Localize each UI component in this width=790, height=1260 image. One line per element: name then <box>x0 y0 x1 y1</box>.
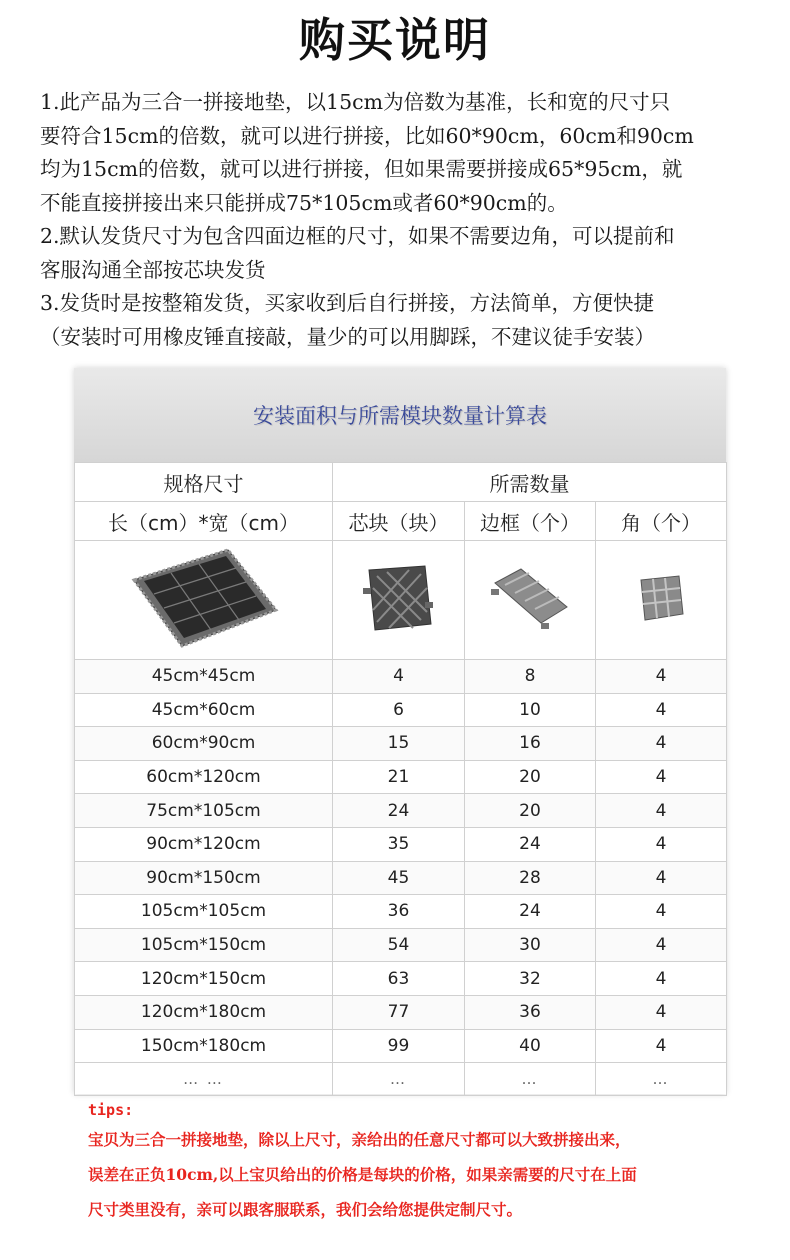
table-cell: 105cm*150cm <box>75 928 333 962</box>
table-cell: 4 <box>596 895 727 929</box>
table-cell: 4 <box>596 962 727 996</box>
table-cell: 4 <box>596 995 727 1029</box>
corner-piece-icon <box>633 570 689 626</box>
table-row <box>75 928 727 962</box>
table-cell: 120cm*150cm <box>75 962 333 996</box>
column-header: 角（个） <box>596 502 727 541</box>
qty-group-header: 所需数量 <box>333 463 727 502</box>
table-cell: 75cm*105cm <box>75 794 333 828</box>
purchase-notes <box>40 86 770 354</box>
table-cell: 36 <box>465 995 596 1029</box>
column-header: 长（cm）*宽（cm） <box>75 502 333 541</box>
ellipsis-cell: … <box>465 1063 596 1096</box>
column-header: 芯块（块） <box>333 502 465 541</box>
table-cell: 60cm*120cm <box>75 760 333 794</box>
column-header-row <box>75 502 727 541</box>
border-strip-icon <box>485 563 575 633</box>
table-cell: 20 <box>465 794 596 828</box>
table-cell: 4 <box>596 760 727 794</box>
table-row <box>75 794 727 828</box>
column-header: 边框（个） <box>465 502 596 541</box>
assembled-mat-icon <box>124 546 284 650</box>
table-cell: 36 <box>333 895 465 929</box>
table-cell: 24 <box>465 827 596 861</box>
ellipsis-row <box>75 1063 727 1096</box>
table-cell: 150cm*180cm <box>75 1029 333 1063</box>
table-cell: 40 <box>465 1029 596 1063</box>
note-line: （安装时可用橡皮锤直接敲，量少的可以用脚踩，不建议徒手安装） <box>40 324 655 349</box>
table-row <box>75 995 727 1029</box>
note-line: 3.发货时是按整箱发货，买家收到后自行拼接，方法简单，方便快捷 <box>40 291 655 315</box>
tips-label: tips: <box>88 1101 134 1119</box>
table-row <box>75 962 727 996</box>
table-cell: 4 <box>596 861 727 895</box>
ellipsis-cell: … … <box>75 1063 333 1096</box>
table-cell: 24 <box>333 794 465 828</box>
table-cell: 35 <box>333 827 465 861</box>
note-line: 要符合15cm的倍数，就可以进行拼接，比如60*90cm，60cm和90cm <box>40 123 694 148</box>
table-row <box>75 760 727 794</box>
table-cell: 105cm*105cm <box>75 895 333 929</box>
table-cell: 77 <box>333 995 465 1029</box>
table-cell: 16 <box>465 727 596 761</box>
table-cell: 63 <box>333 962 465 996</box>
table-cell: 32 <box>465 962 596 996</box>
size-group-header: 规格尺寸 <box>75 463 333 502</box>
table-cell: 99 <box>333 1029 465 1063</box>
table-row <box>75 827 727 861</box>
table-cell: 4 <box>333 660 465 694</box>
table-cell: 4 <box>596 660 727 694</box>
table-cell: 10 <box>465 693 596 727</box>
tips-line: 误差在正负10cm,以上宝贝给出的价格是每块的价格，如果亲需要的尺寸在上面 <box>88 1165 637 1184</box>
table-title-bar <box>74 368 726 462</box>
table-cell: 28 <box>465 861 596 895</box>
table-cell: 45cm*45cm <box>75 660 333 694</box>
table-cell: 20 <box>465 760 596 794</box>
table-cell: 24 <box>465 895 596 929</box>
table-cell: 54 <box>333 928 465 962</box>
tips-line: 尺寸类里没有，亲可以跟客服联系，我们会给您提供定制尺寸。 <box>88 1200 523 1219</box>
table-cell: 15 <box>333 727 465 761</box>
page-title: 购买说明 <box>299 13 491 67</box>
core-tile-icon <box>359 558 439 638</box>
table-cell: 4 <box>596 827 727 861</box>
table-row <box>75 895 727 929</box>
border-strip-image <box>465 541 596 660</box>
table-row <box>75 693 727 727</box>
table-cell: 45cm*60cm <box>75 693 333 727</box>
ellipsis-cell: … <box>333 1063 465 1096</box>
table-cell: 90cm*150cm <box>75 861 333 895</box>
table-cell: 4 <box>596 727 727 761</box>
table-row <box>75 861 727 895</box>
tips-section <box>88 1098 768 1227</box>
table-row <box>75 1029 727 1063</box>
ellipsis-cell: … <box>596 1063 727 1096</box>
core-tile-image <box>333 541 465 660</box>
calculation-table <box>74 368 726 1094</box>
table-cell: 60cm*90cm <box>75 727 333 761</box>
table-cell: 4 <box>596 693 727 727</box>
assembled-mat-image <box>75 541 333 660</box>
table-cell: 45 <box>333 861 465 895</box>
table-cell: 90cm*120cm <box>75 827 333 861</box>
tips-line: 宝贝为三合一拼接地垫，除以上尺寸，亲给出的任意尺寸都可以大致拼接出来， <box>88 1130 631 1149</box>
note-line: 均为15cm的倍数，就可以进行拼接，但如果需要拼接成65*95cm，就 <box>40 157 683 181</box>
table-cell: 8 <box>465 660 596 694</box>
table-cell: 30 <box>465 928 596 962</box>
table-title: 安装面积与所需模块数量计算表 <box>253 404 547 428</box>
table-cell: 4 <box>596 1029 727 1063</box>
group-header-row <box>75 463 727 502</box>
table-cell: 120cm*180cm <box>75 995 333 1029</box>
table-row <box>75 727 727 761</box>
note-line: 不能直接拼接出来只能拼成75*105cm或者60*90cm的。 <box>40 190 568 215</box>
table-cell: 21 <box>333 760 465 794</box>
note-line: 客服沟通全部按芯块发货 <box>40 257 266 282</box>
table-cell: 6 <box>333 693 465 727</box>
note-line: 1.此产品为三合一拼接地垫，以15cm为倍数为基准，长和宽的尺寸只 <box>40 90 671 114</box>
table-cell: 4 <box>596 794 727 828</box>
note-line: 2.默认发货尺寸为包含四面边框的尺寸，如果不需要边角，可以提前和 <box>40 224 675 248</box>
module-quantity-table <box>74 462 727 1096</box>
table-cell: 4 <box>596 928 727 962</box>
product-image-row <box>75 541 727 660</box>
corner-piece-image <box>596 541 727 660</box>
table-row <box>75 660 727 694</box>
